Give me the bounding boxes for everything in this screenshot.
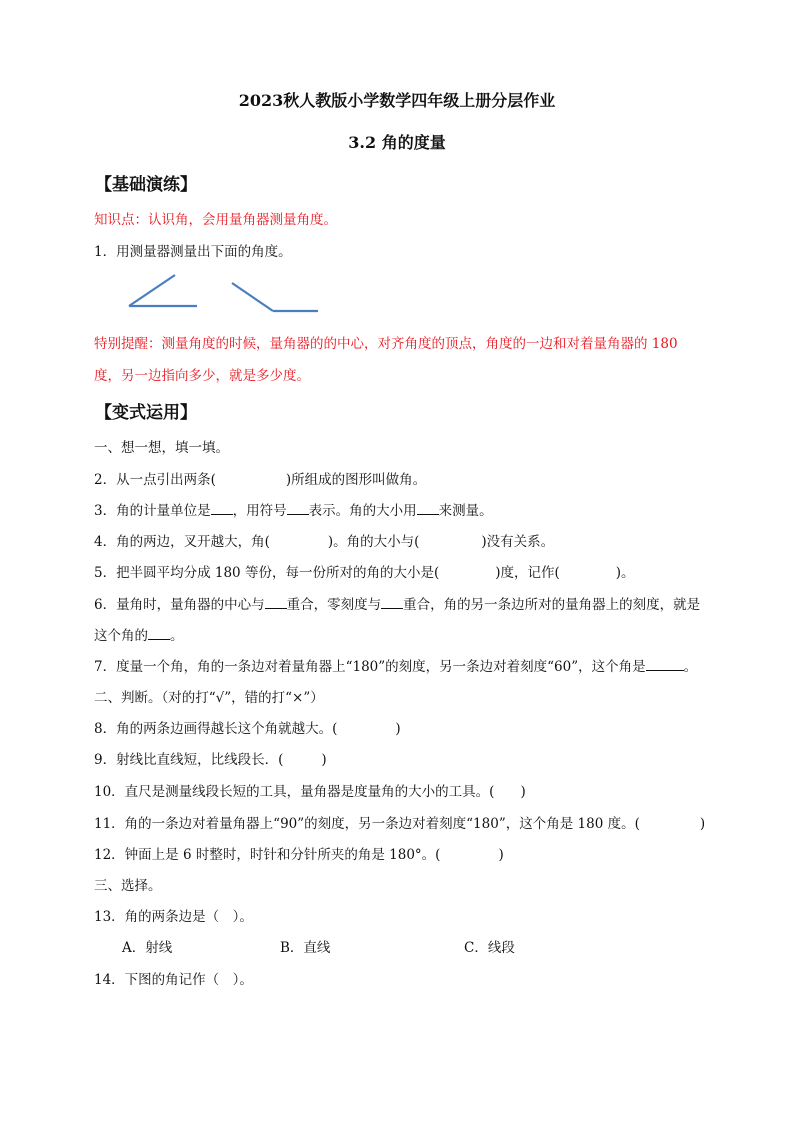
answer-blank[interactable] [417, 502, 439, 515]
answer-blank[interactable] [381, 596, 403, 609]
answer-blank[interactable] [148, 627, 170, 640]
question-13: 13．角的两条边是（ ）。 [94, 909, 253, 925]
option-a[interactable]: A．射线 [122, 940, 173, 956]
question-10: 10．直尺是测量线段长短的工具，量角器是度量角的大小的工具。( ) [94, 784, 526, 800]
question-12: 12．钟面上是 6 时整时，时针和分针所夹的角是 180°。( ) [94, 847, 504, 863]
part-3-heading: 三、选择。 [94, 878, 162, 894]
page-subtitle: 3.2 角的度量 [348, 133, 446, 152]
option-b[interactable]: B．直线 [280, 940, 331, 956]
question-4: 4．角的两边，叉开越大，角( )。角的大小与( )没有关系。 [94, 534, 555, 550]
section-basic-heading: 【基础演练】 [95, 175, 197, 195]
angle-figure-1 [129, 275, 197, 306]
answer-blank[interactable] [646, 658, 684, 671]
answer-blank[interactable] [287, 502, 309, 515]
question-1: 1．用测量器测量出下面的角度。 [94, 244, 292, 260]
question-2: 2．从一点引出两条( )所组成的图形叫做角。 [94, 472, 427, 488]
tip-line-1: 特别提醒：测量角度的时候，量角器的的中心，对齐角度的顶点，角度的一边和对着量角器的 180 [94, 336, 678, 352]
part-2-heading: 二、判断。（对的打“√”，错的打“×”） [94, 690, 324, 706]
option-c[interactable]: C．线段 [464, 940, 515, 956]
angle-figure-2 [232, 283, 318, 311]
question-3: 3．角的计量单位是 ，用符号 表示。角的大小用 来测量。 [94, 503, 493, 519]
question-11: 11．角的一条边对着量角器上“90”的刻度，另一条边对着刻度“180”，这个角是 180 度。( ) [94, 816, 706, 832]
part-1-heading: 一、想一想，填一填。 [94, 440, 229, 456]
answer-blank[interactable] [211, 502, 233, 515]
question-9: 9．射线比直线短，比线段长．( ) [94, 752, 327, 768]
page-title: 2023秋人教版小学数学四年级上册分层作业 [238, 91, 556, 110]
question-14: 14．下图的角记作（ ）。 [94, 972, 253, 988]
section-apply-heading: 【变式运用】 [95, 403, 197, 423]
question-7: 7．度量一个角，角的一条边对着量角器上“180”的刻度，另一条边对着刻度“60”，这个角是 。 [94, 659, 698, 675]
question-6-line-2: 这个角的 。 [94, 628, 184, 644]
knowledge-point: 知识点：认识角，会用量角器测量角度。 [94, 212, 337, 228]
question-8: 8．角的两条边画得越长这个角就越大。( ) [94, 721, 401, 737]
tip-line-2: 度，另一边指向多少，就是多少度。 [94, 368, 310, 384]
answer-blank[interactable] [265, 596, 287, 609]
question-5: 5．把半圆平均分成 180 等份，每一份所对的角的大小是( )度，记作( )。 [94, 565, 635, 581]
question-6-line-1: 6．量角时，量角器的中心与 重合，零刻度与 重合，角的另一条边所对的量角器上的刻度，就是 [94, 597, 701, 613]
